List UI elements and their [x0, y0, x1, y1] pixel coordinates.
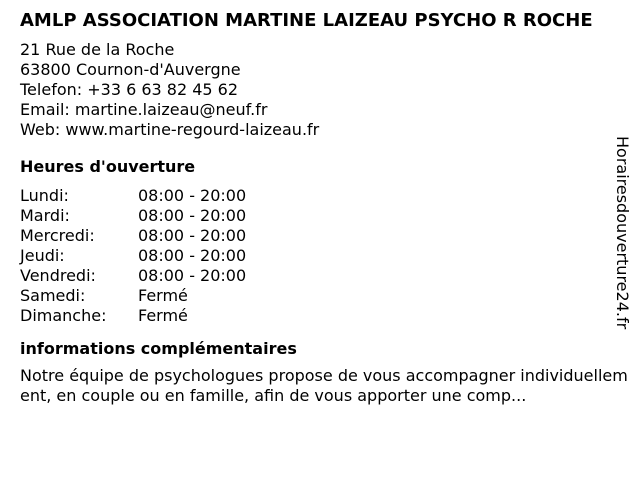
hours-time: 08:00 - 20:00	[138, 186, 247, 205]
hours-row-mercredi	[20, 226, 616, 246]
hours-time: 08:00 - 20:00	[138, 226, 247, 245]
hours-day: Mardi:	[20, 206, 70, 225]
hours-time: Fermé	[138, 306, 188, 325]
hours-day: Lundi:	[20, 186, 69, 205]
hours-time: 08:00 - 20:00	[138, 206, 247, 225]
hours-row-vendredi	[20, 266, 616, 286]
hours-row-mardi	[20, 206, 616, 226]
site-watermark: Horairesdouverture24.fr	[613, 136, 632, 330]
phone-number[interactable]: Telefon: +33 6 63 82 45 62	[20, 80, 239, 99]
contact-block	[20, 40, 616, 140]
hours-row-jeudi	[20, 246, 616, 266]
business-name: AMLP ASSOCIATION MARTINE LAIZEAU PSYCHO R ROCHE	[20, 10, 593, 31]
city-address: 63800 Cournon-d'Auvergne	[20, 60, 241, 79]
hours-row-dimanche	[20, 306, 616, 326]
hours-table	[20, 186, 616, 326]
hours-heading: Heures d'ouverture	[20, 157, 196, 176]
hours-time: 08:00 - 20:00	[138, 266, 247, 285]
hours-row-samedi	[20, 286, 616, 306]
website-link[interactable]: Web: www.martine-regourd-laizeau.fr	[20, 120, 320, 139]
hours-day: Dimanche:	[20, 306, 107, 325]
hours-day: Samedi:	[20, 286, 86, 305]
hours-day: Jeudi:	[20, 246, 65, 265]
hours-time: 08:00 - 20:00	[138, 246, 247, 265]
hours-row-lundi	[20, 186, 616, 206]
hours-time: Fermé	[138, 286, 188, 305]
hours-day: Vendredi:	[20, 266, 96, 285]
email-address[interactable]: Email: martine.laizeau@neuf.fr	[20, 100, 268, 119]
street-address: 21 Rue de la Roche	[20, 40, 175, 59]
info-description: Notre équipe de psychologues propose de vous accompagner individuellement, en couple ou en famille, afin de vous apporter une comp...	[20, 366, 628, 405]
info-heading: informations complémentaires	[20, 339, 297, 358]
hours-day: Mercredi:	[20, 226, 95, 245]
